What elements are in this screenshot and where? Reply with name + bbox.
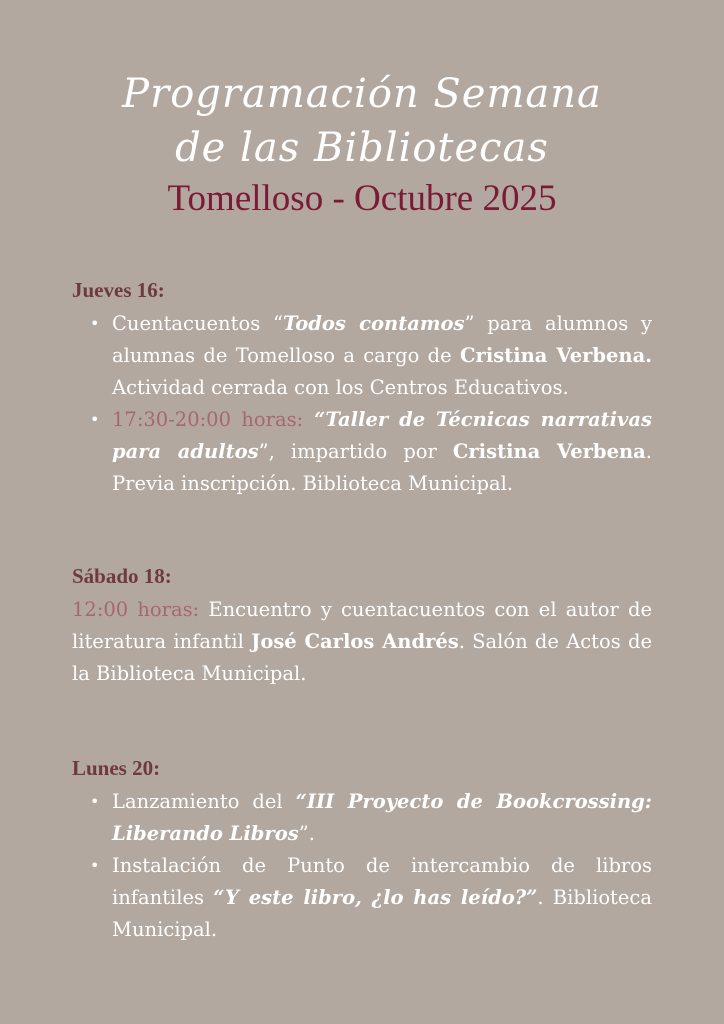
page-title-script-line-2: de las Bibliotecas — [175, 125, 549, 171]
day-section-sabado — [72, 562, 652, 690]
day-section-lunes — [72, 754, 652, 946]
event-text: Actividad cerrada con los Centros Educativos. — [112, 376, 569, 399]
event-person: José Carlos Andrés — [251, 630, 459, 653]
quote-open: “ — [295, 790, 307, 813]
event-text: Instalación de Punto de intercambio de libros infantiles — [112, 854, 652, 909]
event-text: . Biblioteca Municipal. — [112, 886, 652, 941]
quote-open: “ — [303, 408, 326, 431]
quote-open: “ — [272, 312, 283, 335]
day-heading: Jueves 16: — [72, 278, 165, 302]
event-item — [90, 850, 652, 946]
bullet-icon: • — [90, 792, 100, 811]
event-list — [72, 786, 652, 946]
quote-close: ” — [258, 440, 269, 463]
event-item — [90, 404, 652, 500]
event-title: Todos contamos — [282, 312, 465, 335]
event-text: , impartido por — [268, 440, 453, 463]
event-person: Cristina Verbena — [452, 440, 646, 463]
event-time: 12:00 horas: — [72, 598, 200, 621]
quote-close: ” — [298, 822, 309, 845]
event-text: . — [308, 822, 315, 845]
event-title: “Y este libro, ¿lo has leído?” — [213, 886, 538, 909]
event-paragraph — [72, 594, 652, 690]
event-text: Lanzamiento del — [112, 790, 296, 813]
event-time: 17:30-20:00 horas: — [112, 408, 304, 431]
event-title: Taller de Técnicas narrativas para adultos — [112, 408, 652, 463]
page-title-script-line-1: Programación Semana — [122, 71, 602, 117]
event-list — [72, 308, 652, 500]
bullet-icon: • — [90, 856, 100, 875]
bullet-icon: • — [90, 314, 100, 333]
page-subtitle: Tomelloso - Octubre 2025 — [167, 178, 557, 219]
event-person: Cristina Verbena. — [460, 344, 653, 367]
bullet-icon: • — [90, 410, 100, 429]
event-text: . Previa inscripción. Biblioteca Municipal. — [112, 440, 652, 495]
event-text: Encuentro y cuentacuentos con el autor de literatura infantil — [72, 598, 653, 653]
event-item — [90, 786, 653, 850]
event-text: Cuentacuentos — [112, 312, 273, 335]
event-item — [90, 308, 653, 404]
day-heading: Sábado 18: — [72, 564, 172, 588]
day-section-jueves — [72, 276, 652, 500]
event-title: III Proyecto de Bookcrossing: Liberando Libros — [112, 790, 653, 845]
quote-close: ” — [464, 312, 475, 335]
day-heading: Lunes 20: — [72, 756, 161, 780]
event-text: . Salón de Actos de la Biblioteca Municipal. — [72, 630, 652, 685]
event-text: para alumnos y alumnas de Tomelloso a cargo de — [112, 312, 653, 367]
